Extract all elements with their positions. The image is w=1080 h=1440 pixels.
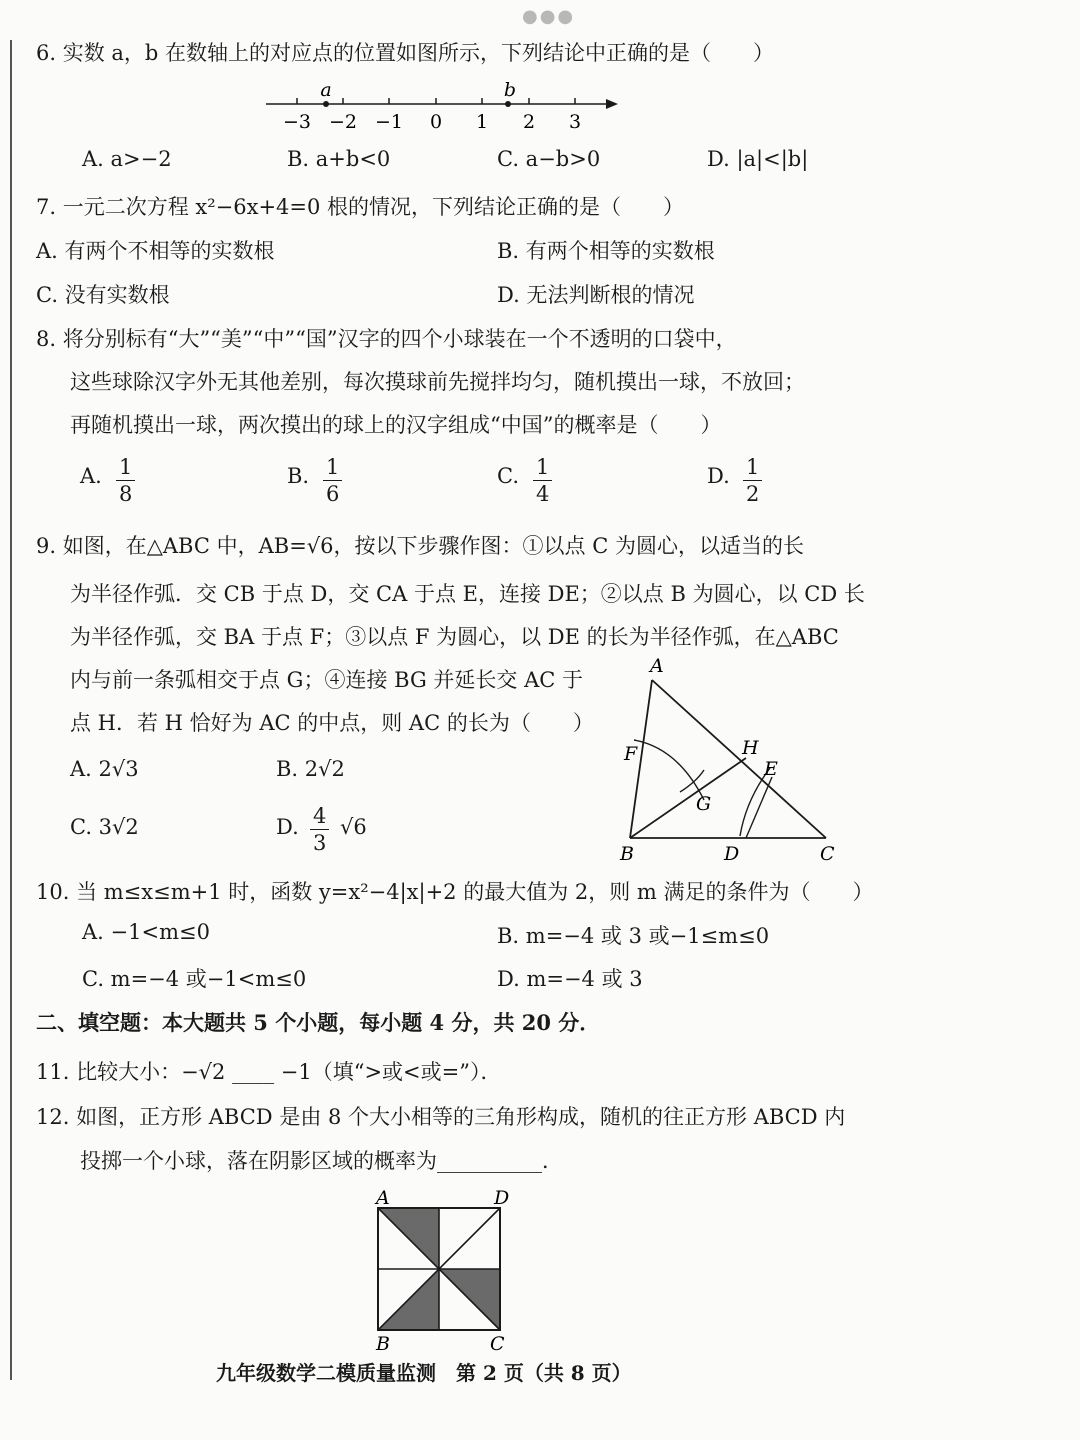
point-g-label: G (696, 793, 712, 815)
q7-option-c[interactable]: C. 没有实数根 (36, 283, 170, 307)
tick-label: 3 (568, 111, 582, 133)
q6-option-a[interactable]: A. a>−2 (82, 147, 172, 171)
tick-label: 0 (429, 111, 443, 133)
q8-option-d[interactable]: D. (707, 464, 730, 488)
q9-line: 9. 如图，在△ABC 中，AB=√6，按以下步骤作图：①以点 C 为圆心，以适当的长 (36, 534, 804, 558)
square-c-label: C (490, 1333, 505, 1355)
q8-fraction-c: $\frac{1}{4}$ (533, 454, 552, 507)
q10-stem: 10. 当 m≤x≤m+1 时，函数 y=x²−4|x|+2 的最大值为 2，则 m 满足的条件为（ ） (36, 880, 874, 904)
q9-fraction-d: $\frac{4}{3}$ (310, 803, 329, 856)
vertex-b-label: B (620, 843, 634, 865)
point-a-label: a (320, 79, 332, 101)
q10-option-a[interactable]: A. −1<m≤0 (82, 920, 210, 944)
q8-line: 再随机摸出一球，两次摸出的球上的汉字组成“中国”的概率是（ ） (70, 413, 722, 437)
q8-option-b[interactable]: B. (287, 464, 310, 488)
square-d-label: D (494, 1187, 510, 1209)
q7-stem: 7. 一元二次方程 x²−6x+4=0 根的情况，下列结论正确的是（ ） (36, 195, 685, 219)
page-footer: 九年级数学二模质量监测 第 2 页（共 8 页） (216, 1361, 632, 1385)
q9-line: 点 H．若 H 恰好为 AC 的中点，则 AC 的长为（ ） (70, 711, 594, 735)
triangle-figure (600, 650, 850, 865)
q9-option-c[interactable]: C. 3√2 (70, 815, 139, 839)
q9-line: 内与前一条弧相交于点 G；④连接 BG 并延长交 AC 于 (70, 668, 583, 692)
q9-line: 为半径作弧．交 CB 于点 D，交 CA 于点 E，连接 DE；②以点 B 为圆心，以 CD 长 (70, 582, 865, 606)
q7-option-a[interactable]: A. 有两个不相等的实数根 (36, 239, 275, 263)
q8-option-c[interactable]: C. (497, 464, 519, 488)
q10-option-c[interactable]: C. m=−4 或−1<m≤0 (82, 967, 307, 991)
q10-option-d[interactable]: D. m=−4 或 3 (497, 967, 643, 991)
q6-option-b[interactable]: B. a+b<0 (287, 147, 391, 171)
q9-option-b[interactable]: B. 2√2 (276, 757, 345, 781)
tick-label: −3 (282, 111, 312, 133)
point-d-label: D (724, 843, 740, 865)
q8-fraction-a: $\frac{1}{8}$ (116, 454, 135, 507)
q12-line: 投掷一个小球，落在阴影区域的概率为__________． (80, 1149, 563, 1173)
q8-line: 8. 将分别标有“大”“美”“中”“国”汉字的四个小球装在一个不透明的口袋中， (36, 327, 737, 351)
point-h-label: H (742, 737, 759, 759)
point-f-label: F (624, 743, 638, 765)
q10-option-b[interactable]: B. m=−4 或 3 或−1≤m≤0 (497, 924, 770, 948)
point-b-label: b (503, 79, 517, 101)
tick-label: 1 (475, 111, 489, 133)
q12-line: 12. 如图，正方形 ABCD 是由 8 个大小相等的三角形构成，随机的往正方形 ABCD 内 (36, 1105, 846, 1129)
tick-label: −1 (374, 111, 404, 133)
q9-option-a[interactable]: A. 2√3 (70, 757, 139, 781)
q6-stem: 6. 实数 a，b 在数轴上的对应点的位置如图所示，下列结论中正确的是（ ） (36, 41, 775, 65)
more-dots-icon[interactable]: ●●● (522, 6, 576, 27)
section-heading: 二、填空题：本大题共 5 个小题，每小题 4 分，共 20 分． (36, 1010, 601, 1035)
tick-label: 2 (522, 111, 536, 133)
q7-option-b[interactable]: B. 有两个相等的实数根 (497, 239, 715, 263)
vertex-c-label: C (820, 843, 835, 865)
point-e-label: E (764, 758, 778, 780)
q9-line: 为半径作弧，交 BA 于点 F；③以点 F 为圆心，以 DE 的长为半径作弧，在△ABC (70, 625, 839, 649)
margin-line (10, 40, 12, 1380)
q8-line: 这些球除汉字外无其他差别，每次摸球前先搅拌均匀，随机摸出一球，不放回； (70, 370, 805, 394)
q8-fraction-b: $\frac{1}{6}$ (323, 454, 342, 507)
q8-option-a[interactable]: A. (80, 464, 102, 488)
tick-label: −2 (328, 111, 358, 133)
vertex-a-label: A (650, 655, 664, 677)
q6-option-d[interactable]: D. |a|<|b| (707, 147, 809, 171)
q9-option-d[interactable]: D. (276, 815, 299, 839)
square-figure (366, 1184, 522, 1356)
square-a-label: A (376, 1187, 390, 1209)
q9-option-d-tail: √6 (340, 815, 367, 839)
q8-fraction-d: $\frac{1}{2}$ (743, 454, 762, 507)
number-line-figure (262, 78, 627, 138)
q6-option-c[interactable]: C. a−b>0 (497, 147, 601, 171)
square-b-label: B (376, 1333, 390, 1355)
q7-option-d[interactable]: D. 无法判断根的情况 (497, 283, 695, 307)
q11-stem: 11. 比较大小：−√2 ____ −1（填“>或<或=”）． (36, 1060, 502, 1084)
